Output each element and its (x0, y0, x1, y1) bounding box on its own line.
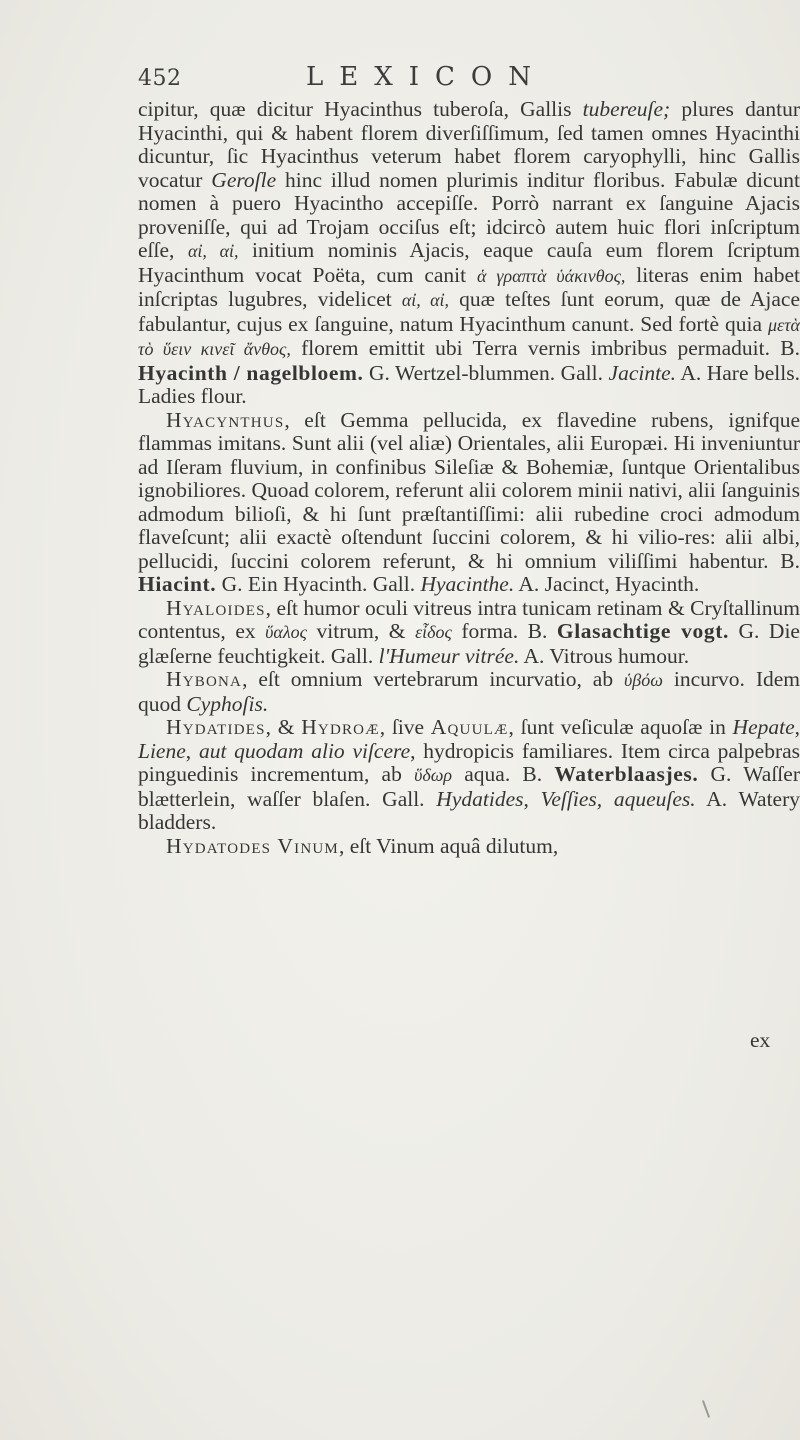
entry-text-segment: literas enim habet inſcriptas lugubres, videlicet (138, 262, 800, 311)
page-number: 452 (138, 66, 182, 91)
entry-it-segment: aut quodam alio viſcere (198, 738, 411, 763)
lexicon-entry-hybona (138, 668, 800, 716)
entry-it-segment: Cyphoſis. (186, 691, 269, 716)
entry-it-segment: Hydatides (436, 786, 524, 811)
entry-gk-segment: ὕαλος (265, 622, 307, 642)
entry-text-segment: initium nominis Ajacis, eaque cauſa eum florem ſcriptum Hyacinthum vocat Poëta, cum canit (138, 238, 800, 287)
entry-text-segment: , (523, 786, 541, 811)
entry-it-segment: Jacinte. (608, 360, 676, 385)
entry-text-segment: vitrum, & (306, 619, 416, 643)
entry-text-segment: G. Wertzel-blummen. Gall. (363, 360, 609, 385)
entry-bl-segment: Glasachtige vogt. (556, 619, 729, 643)
entry-it-segment: Liene (138, 738, 186, 763)
entry-it-segment: Veſſies, aqueuſes. (540, 786, 696, 811)
entry-text-segment: A. Jacinct, Hyacinth. (514, 572, 700, 596)
entry-gk-segment: αἰ, αἰ, (401, 290, 450, 310)
entry-sc-segment: Hybona (166, 667, 243, 691)
entry-it-segment: tubereuſe; (582, 97, 671, 121)
lexicon-entry-hydatides (138, 716, 800, 835)
entry-text-segment: florem emittit ubi Terra vernis imbribus permaduit. B. (290, 336, 800, 360)
paper-speck (702, 1400, 710, 1418)
entry-text-segment: A. Watery bladders. (138, 786, 800, 834)
entry-text-segment: , (794, 715, 800, 739)
entry-gk-segment: αἰ, αἰ, (187, 241, 239, 261)
page-header (138, 62, 800, 102)
lexicon-text (138, 98, 800, 858)
entry-text-segment: , ſive (379, 715, 431, 739)
entry-text-segment: , hydropicis familiares. Item circa palpebras pinguedinis incrementum, ab (138, 738, 800, 786)
entry-text-segment: , eſt omnium vertebrarum incurvatio, ab (242, 667, 624, 691)
lexicon-entry-hyacynthus (138, 409, 800, 597)
entry-gk-segment: μετὰ τὸ ὕειν κινεῖ ἄνθος, (138, 314, 800, 359)
entry-text-segment: plures dantur Hyacinthi, qui & habent florem diverſiſſimum, ſed tamen omnes Hyacinthi dicuntur, ſic Hyacinthus veterum habet florem caryophylli, hinc Gallis vocatur (138, 97, 800, 192)
entry-text-segment: , eſt Gemma pellucida, ex flavedine rubens, ignifque flammas imitans. Sunt alii (vel aliæ) Orientales, alii Europæi. Hi inveniuntur ad Iſeram fluvium, in confinibus Sileſiæ & Bohemiæ, ſuntque Orientalibus ignobiliores. Quoad colorem, referunt alii colorem minii nativi, alii ſanguinis admodum bilioſi, & hi ſunt præſtantiſſimi: alii rubedine croci admodum flaveſcunt; alii exactè oſtendunt ſuccini colorem, & hi vilio-res: alii albi, pellucidi, ſuccini colorem referunt, & hi omnium viliſſimi habentur. B. (138, 407, 800, 573)
entry-it-segment: l'Humeur vitrée. (378, 643, 520, 668)
entry-sc-segment: Hydroæ (301, 715, 380, 739)
entry-text-segment: A. Vitrous humour. (519, 643, 690, 668)
entry-gk-segment: ὕδωρ (414, 765, 453, 785)
entry-it-segment: Geroſle (211, 167, 277, 192)
entry-text-segment: incurvo. Idem quod (138, 667, 800, 716)
entry-text-segment: cipitur, quæ dicitur Hyacinthus tuberoſa, Gallis (138, 97, 583, 121)
entry-it-segment: Hepate (732, 715, 795, 739)
entry-text-segment: , eſt Vinum aquâ dilutum, (338, 833, 559, 858)
entry-text-segment: hinc illud nomen plurimis inditur floribus. Fabulæ dicunt nomen à puero Hyacintho accepiſſe. Porrò narrant ex ſanguine Ajacis proveniſſe, qui ad Trojam occiſus eſt; idcircò autem huic flori inſcriptum eſſe, (138, 167, 800, 262)
lexicon-entry-continued (138, 98, 800, 409)
lexicon-entry-hyaloides (138, 597, 800, 669)
entry-text-segment: , (185, 738, 199, 763)
entry-sc-segment: Aquulæ (430, 715, 509, 739)
entry-bl-segment: Hyacinth / nagelbloem. (138, 360, 364, 385)
entry-text-segment: , & (265, 715, 302, 739)
entry-sc-segment: Hyacynthus (166, 407, 285, 432)
catchword: ex (750, 1028, 771, 1052)
entry-text-segment: , eſt humor oculi vitreus intra tunicam retinam & Cryſtallinum contentus, ex (138, 595, 800, 643)
entry-it-segment: Hyacinthe. (420, 572, 515, 596)
entry-text-segment: G. Die glæſerne feuchtigkeit. Gall. (138, 619, 800, 668)
entry-text-segment: forma. B. (451, 619, 557, 643)
entry-gk-segment: ὑβόω (624, 670, 663, 690)
lexicon-entry-hydatodes (138, 835, 800, 859)
entry-text-segment: G. Ein Hyacinth. Gall. (216, 572, 421, 596)
entry-bl-segment: Hiacint. (138, 572, 217, 596)
entry-text-segment: , ſunt veſiculæ aquoſæ in (508, 715, 733, 739)
entry-text-segment: A. Hare bells. Ladies flour. (138, 360, 800, 408)
entry-text-segment: quæ teſtes ſunt eorum, quæ de Ajace fabulantur, cujus ex ſanguine, natum Hyacinthum canunt. Sed fortè quia (138, 287, 800, 336)
running-head: LEXICON (306, 62, 547, 92)
entry-sc-segment: Hyaloides (166, 595, 266, 620)
entry-text-segment: aqua. B. (452, 762, 555, 786)
entry-gk-segment: εἶδος (415, 622, 452, 642)
entry-bl-segment: Waterblaasjes. (554, 762, 699, 786)
entry-text-segment: G. Waſſer blætterlein, waſſer blaſen. Gall. (138, 762, 800, 811)
entry-gk-segment: ἁ γραπτὰ ὑάκινθος, (476, 265, 626, 286)
entry-sc-segment: Hydatodes Vinum (166, 833, 339, 858)
entry-sc-segment: Hydatides (166, 715, 266, 739)
